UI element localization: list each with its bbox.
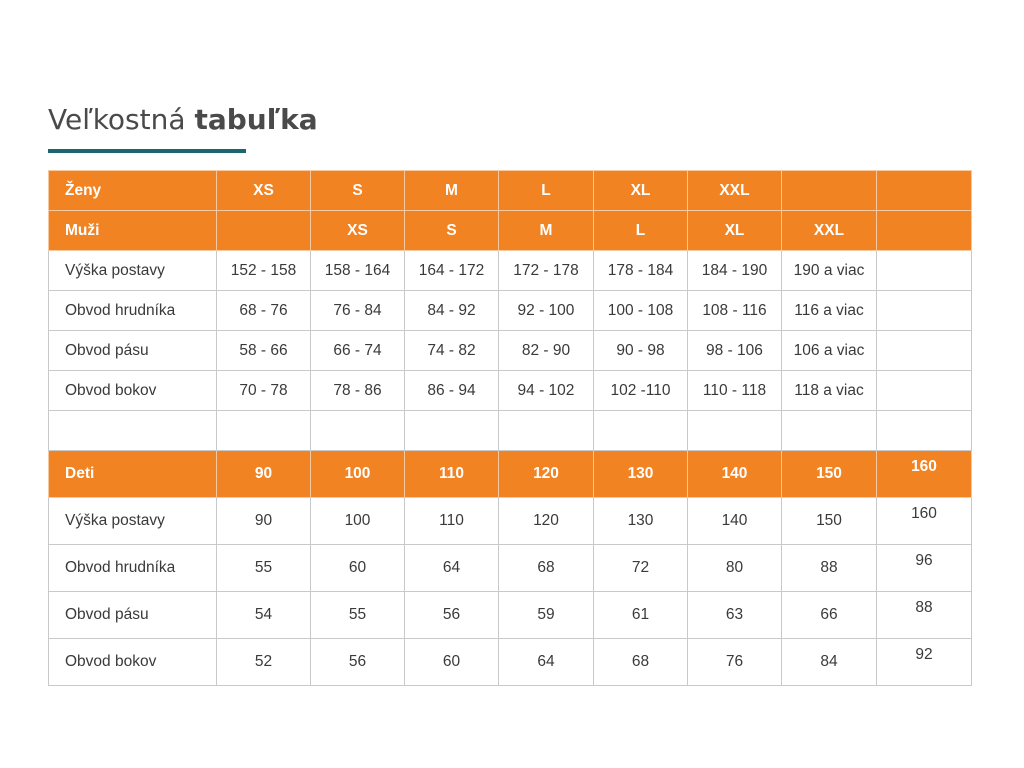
table-cell: XXL [688, 171, 782, 211]
table-cell: 68 [499, 545, 594, 592]
table-cell: 88 [782, 545, 877, 592]
table-cell: 76 - 84 [311, 291, 405, 331]
table-cell: XL [688, 211, 782, 251]
table-cell: 100 [311, 498, 405, 545]
row-label-cell: Obvod bokov [49, 371, 217, 411]
table-cell: 110 - 118 [688, 371, 782, 411]
table-cell: 63 [688, 592, 782, 639]
table-cell [877, 331, 972, 371]
table-row [49, 411, 972, 451]
table-cell: 92 [877, 639, 972, 686]
table-cell: 90 [217, 451, 311, 498]
row-label-cell: Muži [49, 211, 217, 251]
table-cell: 150 [782, 451, 877, 498]
table-cell: XL [594, 171, 688, 211]
page-title [48, 100, 318, 140]
table-cell: 68 [594, 639, 688, 686]
table-cell: 184 - 190 [688, 251, 782, 291]
row-label-cell: Výška postavy [49, 498, 217, 545]
table-cell: S [405, 211, 499, 251]
table-cell: 158 - 164 [311, 251, 405, 291]
table-row [49, 592, 972, 639]
title-underline [48, 149, 246, 153]
table-cell: 108 - 116 [688, 291, 782, 331]
table-cell: 150 [782, 498, 877, 545]
table-cell: 140 [688, 451, 782, 498]
row-label-cell: Obvod hrudníka [49, 545, 217, 592]
table-cell [877, 411, 972, 451]
table-cell: 130 [594, 451, 688, 498]
row-label-cell: Obvod hrudníka [49, 291, 217, 331]
table-cell [688, 411, 782, 451]
table-cell: 88 [877, 592, 972, 639]
table-row [49, 498, 972, 545]
table-row [49, 331, 972, 371]
row-label-cell: Obvod bokov [49, 639, 217, 686]
table-cell: 59 [499, 592, 594, 639]
table-cell: 92 - 100 [499, 291, 594, 331]
table-cell: M [499, 211, 594, 251]
table-row [49, 251, 972, 291]
table-row [49, 545, 972, 592]
table-cell [877, 291, 972, 331]
table-cell: 80 [688, 545, 782, 592]
table-cell: 54 [217, 592, 311, 639]
table-cell [311, 411, 405, 451]
table-row [49, 371, 972, 411]
table-cell: 100 - 108 [594, 291, 688, 331]
page-title-light: Veľkostná [48, 103, 186, 136]
table-cell: 68 - 76 [217, 291, 311, 331]
table-cell: 78 - 86 [311, 371, 405, 411]
table-cell: 172 - 178 [499, 251, 594, 291]
table-cell: 106 a viac [782, 331, 877, 371]
table-cell: 110 [405, 451, 499, 498]
table-cell: L [499, 171, 594, 211]
table-cell: M [405, 171, 499, 211]
table-cell: 140 [688, 498, 782, 545]
table-cell: 58 - 66 [217, 331, 311, 371]
table-cell: L [594, 211, 688, 251]
table-cell: 86 - 94 [405, 371, 499, 411]
table-cell: 100 [311, 451, 405, 498]
table-cell: 61 [594, 592, 688, 639]
table-cell: 98 - 106 [688, 331, 782, 371]
row-label-cell: Výška postavy [49, 251, 217, 291]
table-cell: 82 - 90 [499, 331, 594, 371]
table-cell [877, 371, 972, 411]
table-cell: 110 [405, 498, 499, 545]
table-cell: 118 a viac [782, 371, 877, 411]
table-row [49, 291, 972, 331]
page-title-bold: tabuľka [194, 103, 318, 136]
table-cell: 178 - 184 [594, 251, 688, 291]
table-cell: 55 [311, 592, 405, 639]
table-cell [877, 171, 972, 211]
table-cell: 120 [499, 451, 594, 498]
table-cell: 160 [877, 498, 972, 545]
table-cell [217, 211, 311, 251]
table-cell: 56 [405, 592, 499, 639]
table-cell: 70 - 78 [217, 371, 311, 411]
table-cell: 64 [499, 639, 594, 686]
table-cell: 84 [782, 639, 877, 686]
table-cell [877, 211, 972, 251]
table-cell: 60 [405, 639, 499, 686]
table-cell: 94 - 102 [499, 371, 594, 411]
table-cell: 96 [877, 545, 972, 592]
table-cell: 90 - 98 [594, 331, 688, 371]
table-cell: 130 [594, 498, 688, 545]
table-cell: 90 [217, 498, 311, 545]
table-cell: 52 [217, 639, 311, 686]
table-cell: 55 [217, 545, 311, 592]
row-label-cell: Deti [49, 451, 217, 498]
table-cell [405, 411, 499, 451]
table-cell: 64 [405, 545, 499, 592]
table-cell: 56 [311, 639, 405, 686]
row-label-cell: Ženy [49, 171, 217, 211]
table-cell [499, 411, 594, 451]
table-cell [877, 251, 972, 291]
table-cell [782, 171, 877, 211]
table-cell: XS [311, 211, 405, 251]
header-row [49, 451, 972, 498]
table-cell [594, 411, 688, 451]
table-cell: 164 - 172 [405, 251, 499, 291]
header-row [49, 171, 972, 211]
table-cell: 72 [594, 545, 688, 592]
row-label-cell: Obvod pásu [49, 592, 217, 639]
size-table [48, 170, 972, 686]
table-cell: 66 [782, 592, 877, 639]
table-cell: 160 [877, 451, 972, 498]
row-label-cell: Obvod pásu [49, 331, 217, 371]
table-cell: 74 - 82 [405, 331, 499, 371]
table-cell: 116 a viac [782, 291, 877, 331]
table-row [49, 639, 972, 686]
table-cell [782, 411, 877, 451]
table-cell: 190 a viac [782, 251, 877, 291]
table-cell [217, 411, 311, 451]
table-cell: 102 -110 [594, 371, 688, 411]
table-cell: 84 - 92 [405, 291, 499, 331]
table-cell: XS [217, 171, 311, 211]
size-table-body [49, 171, 972, 686]
table-cell: 152 - 158 [217, 251, 311, 291]
table-cell: XXL [782, 211, 877, 251]
row-label-cell [49, 411, 217, 451]
table-cell: 76 [688, 639, 782, 686]
table-cell: 60 [311, 545, 405, 592]
header-row [49, 211, 972, 251]
table-cell: 120 [499, 498, 594, 545]
table-cell: 66 - 74 [311, 331, 405, 371]
table-cell: S [311, 171, 405, 211]
